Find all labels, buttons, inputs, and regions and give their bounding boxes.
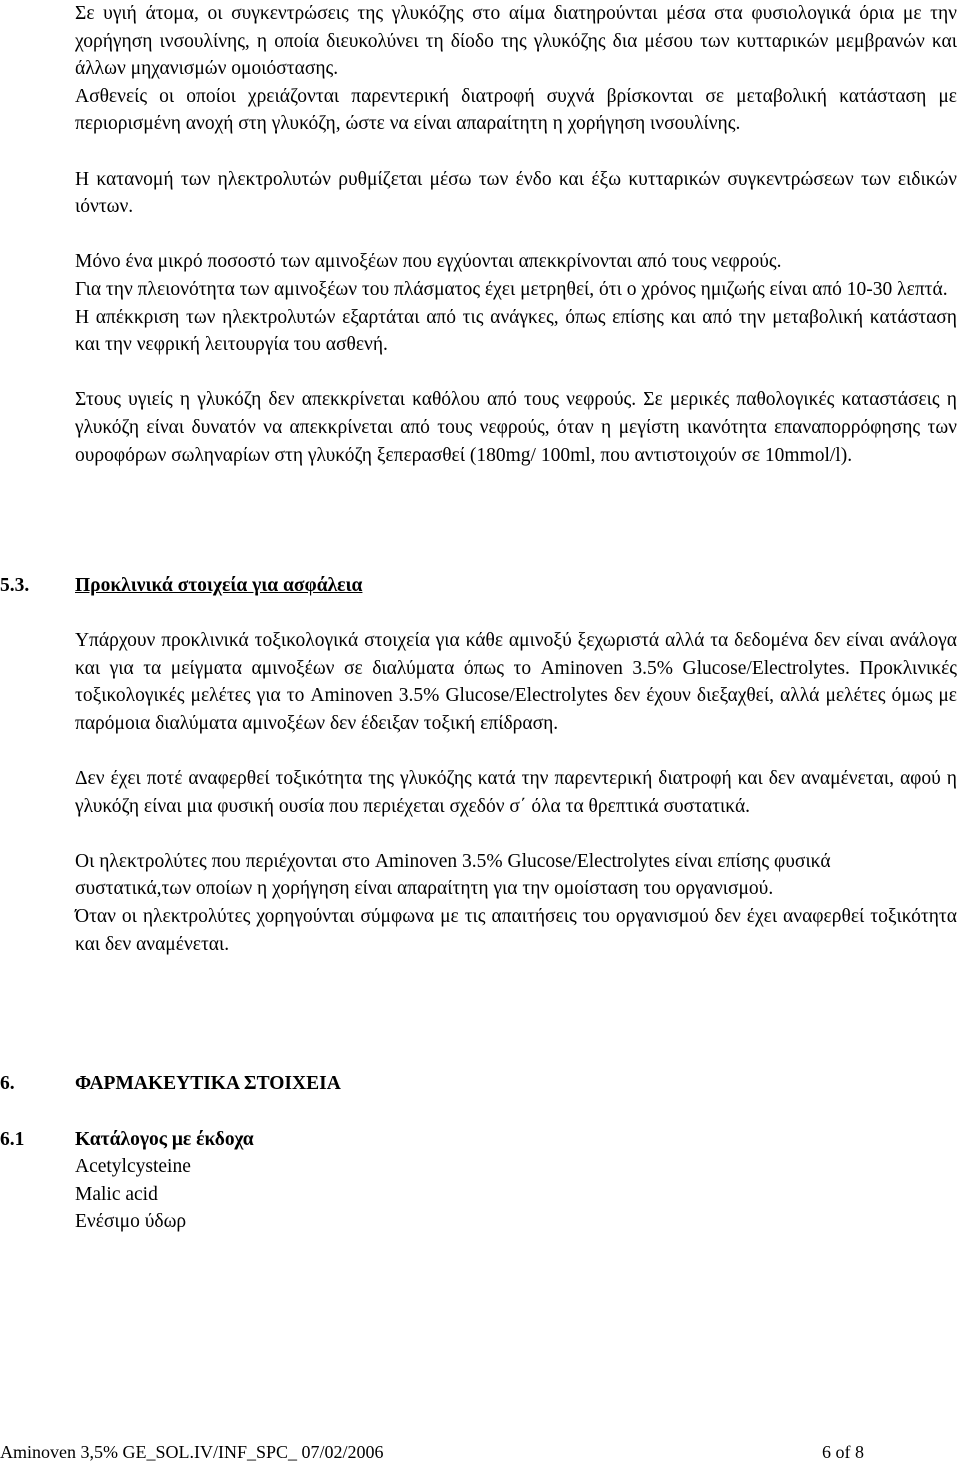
- list-item: Acetylcysteine: [75, 1156, 191, 1177]
- section-title: Κατάλογος με έκδοχα: [75, 1129, 254, 1150]
- paragraph-glucose-toxicity: Δεν έχει ποτέ αναφερθεί τοξικότητα της γλυκόζης κατά την παρεντερική διατροφή και δεν αναμένεται, αφού η γλυκόζη είναι μια φυσική ουσία που περιέχεται σχεδόν σ΄ όλα τα θρεπτικά συστατικά.: [75, 767, 957, 817]
- paragraph-glucose-excretion: Στους υγιείς η γλυκόζη δεν απεκκρίνεται καθόλου από τους νεφρούς. Σε μερικές παθολογικές καταστάσεις η γλυκόζη είναι δυνατόν να απεκκρίνεται από τους νεφρούς, όταν η μεγίστη ικανότητα επαναπορρόφησης των ουροφόρων σωληναρίων στη γλυκόζη ξεπερασθεί (180mg/ 100ml, που αντιστοιχούν σε 10mmol/l).: [75, 389, 957, 466]
- footer-document-id: Aminoven 3,5% GE_SOL.IV/INF_SPC_ 07/02/2006: [0, 1442, 384, 1462]
- footer-page-number: 6 of 8: [822, 1442, 864, 1462]
- section-number: 5.3.: [0, 575, 30, 596]
- paragraph-half-life: Για την πλειονότητα των αμινοξέων του πλάσματος έχει μετρηθεί, ότι ο χρόνος ημιζωής είναι από 10-30 λεπτά.: [75, 278, 948, 300]
- section-title: ΦΑΡΜΑΚΕΥΤΙΚΑ ΣΤΟΙΧΕΙΑ: [75, 1073, 341, 1094]
- section-title: Προκλινικά στοιχεία για ασφάλεια: [75, 575, 363, 596]
- paragraph-electrolytes-no-toxicity: Όταν οι ηλεκτρολύτες χορηγούνται σύμφωνα με τις απαιτήσεις του οργανισμού δεν έχει αναφερθεί τοξικότητα και δεν αναμένεται.: [75, 905, 957, 955]
- paragraph-glucose-homeostasis: Σε υγιή άτομα, οι συγκεντρώσεις της γλυκόζης στο αίμα διατηρούνται μέσα στα φυσιολογικά όρια με την χορήγηση ινσουλίνης, η οποία διευκολύνει τη δίοδο της γλυκόζης δια μέσου των κυτταρικών μεμβρανών και άλλων μηχανισμών ομοιόστασης.: [75, 3, 957, 80]
- section-number: 6.1: [0, 1129, 25, 1150]
- paragraph-preclinical-data: Υπάρχουν προκλινικά τοξικολογικά στοιχεία για κάθε αμινοξύ ξεχωριστά αλλά τα δεδομένα δεν είναι ανάλογα και για τα μείγματα αμινοξέων σε διαλύματα όπως το Aminoven 3.5% Glucose/Electrolytes. Προκλινικές τοξικολογικές μελέτες για το Aminoven 3.5% Glucose/Electrolytes δεν έχουν διεξαχθεί, αλλά μελέτες όμως με παρόμοια διαλύματα αμινοξέων δεν έδειξαν τοξική επίδραση.: [75, 630, 957, 734]
- list-item: Ενέσιμο ύδωρ: [75, 1211, 187, 1233]
- paragraph-electrolyte-distribution: Η κατανομή των ηλεκτρολυτών ρυθμίζεται μέσω των ένδο και έξω κυτταρικών συγκεντρώσεων των ειδικών ιόντων.: [75, 168, 957, 218]
- section-number: 6.: [0, 1073, 15, 1094]
- section-5-3-body: [75, 627, 957, 958]
- excipients-list: [75, 1153, 191, 1236]
- intro-block: [75, 0, 957, 469]
- list-item: Malic acid: [75, 1183, 158, 1205]
- paragraph-electrolyte-excretion: Η απέκκριση των ηλεκτρολυτών εξαρτάται από τις ανάγκες, όπως επίσης και από την μεταβολική κατάσταση και την νεφρική λειτουργία του ασθενή.: [75, 306, 957, 356]
- paragraph-parenteral-patients: Ασθενείς οι οποίοι χρειάζονται παρεντερική διατροφή συχνά βρίσκονται σε μεταβολική κατάσταση με περιορισμένη ανοχή στη γλυκόζη, ώστε να είναι απαραίτητη η χορήγηση ινσουλίνης.: [75, 85, 957, 135]
- paragraph-electrolytes-natural: Οι ηλεκτρολύτες που περιέχονται στο Aminoven 3.5% Glucose/Electrolytes είναι επίσης φυσικά συστατικά,των οποίων η χορήγηση είναι απαραίτητη για την ομοίσταση του οργανισμού.: [75, 850, 831, 900]
- paragraph-amino-excretion: Μόνο ένα μικρό ποσοστό των αμινοξέων που εγχύονται απεκκρίνονται από τους νεφρούς.: [75, 251, 782, 273]
